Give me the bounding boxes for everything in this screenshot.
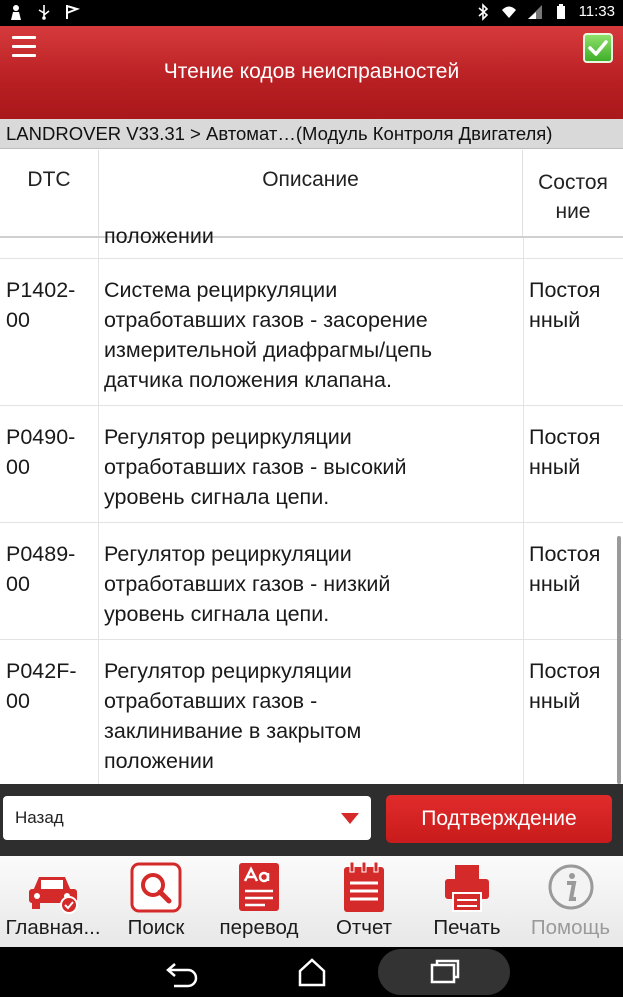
bottom-toolbar — [0, 856, 623, 947]
table-row[interactable] — [0, 259, 623, 406]
dtc-code — [6, 259, 94, 335]
description-line: отработавших газов - высокий — [104, 455, 407, 479]
flag-icon — [64, 4, 80, 20]
description-line: Регулятор рециркуляции — [104, 425, 352, 449]
description-line: уровень сигнала цепи. — [104, 602, 330, 626]
menu-icon[interactable] — [12, 36, 38, 60]
select-value: Назад — [15, 808, 64, 827]
usb-icon — [36, 4, 52, 20]
dtc-code-line2: 00 — [6, 455, 30, 479]
toolbar-label: Главная... — [5, 916, 101, 939]
checkmark-icon[interactable] — [583, 33, 613, 63]
column-header-dtc: DTC — [0, 150, 99, 236]
home-icon[interactable] — [292, 957, 332, 987]
column-header-state-line1: Состоя — [538, 171, 608, 194]
description-line: положении — [104, 749, 214, 773]
confirm-button[interactable]: Подтверждение — [386, 795, 612, 843]
dtc-code — [6, 406, 94, 482]
breadcrumb: LANDROVER V33.31 > Автомат…(Модуль Контроля Двигателя) — [0, 119, 623, 149]
toolbar-label: Отчет — [335, 916, 393, 939]
state-line2: нный — [529, 689, 581, 713]
dtc-code-line1: P042F- — [6, 659, 77, 683]
state-line1: Постоя — [529, 425, 601, 449]
toolbar-label: Помощь — [530, 916, 611, 939]
toolbar-help-button[interactable] — [518, 856, 623, 947]
toolbar-label: перевод — [219, 916, 299, 939]
battery-icon — [553, 4, 569, 20]
dtc-code — [6, 523, 94, 599]
cut-off-text: положении — [104, 224, 214, 248]
table-row[interactable] — [0, 406, 623, 523]
dtc-code-line2: 00 — [6, 572, 30, 596]
description-line: датчика положения клапана. — [104, 368, 392, 392]
column-header-state-line2: ние — [555, 200, 591, 223]
recents-icon[interactable] — [424, 957, 464, 987]
toolbar-print-button[interactable] — [416, 856, 518, 947]
dtc-code-line2: 00 — [6, 689, 30, 713]
action-bar — [0, 784, 623, 856]
table-row[interactable] — [0, 640, 623, 784]
description-line: отработавших газов - — [104, 689, 318, 713]
state-line2: нный — [529, 455, 581, 479]
status-bar — [0, 0, 623, 26]
dtc-description — [104, 523, 514, 629]
state-line2: нный — [529, 572, 581, 596]
signal-icon — [527, 4, 543, 20]
state-line1: Постоя — [529, 659, 601, 683]
state-line2: нный — [529, 308, 581, 332]
search-icon — [128, 861, 184, 915]
dtc-state — [529, 523, 621, 599]
dtc-description — [104, 259, 514, 395]
state-line1: Постоя — [529, 542, 601, 566]
translate-icon — [231, 861, 287, 915]
car-home-icon — [25, 861, 81, 915]
dtc-description — [104, 406, 514, 512]
scrollbar[interactable] — [617, 536, 621, 784]
toolbar-report-button[interactable] — [312, 856, 416, 947]
description-line: заклинивание в закрытом — [104, 719, 362, 743]
dtc-code-line1: P1402- — [6, 278, 76, 302]
app-header — [0, 26, 623, 119]
system-nav-bar — [0, 947, 623, 997]
toolbar-label: Печать — [433, 916, 501, 939]
dropdown-arrow-icon — [341, 813, 359, 824]
dtc-state — [529, 406, 621, 482]
report-icon — [336, 861, 392, 915]
description-line: отработавших газов - засорение — [104, 308, 428, 332]
help-icon — [543, 861, 599, 915]
wifi-icon — [501, 4, 517, 20]
dtc-state — [529, 259, 621, 335]
page-title: Чтение кодов неисправностей — [163, 60, 460, 83]
dtc-code-line2: 00 — [6, 308, 30, 332]
state-line1: Постоя — [529, 278, 601, 302]
printer-icon — [439, 861, 495, 915]
description-line: Система рециркуляции — [104, 278, 338, 302]
toolbar-search-button[interactable] — [106, 856, 206, 947]
table-body[interactable] — [0, 224, 623, 784]
bluetooth-icon — [475, 4, 491, 20]
dtc-state — [529, 640, 621, 716]
dtc-code-line1: P0490- — [6, 425, 76, 449]
back-icon[interactable] — [160, 957, 200, 987]
clock: 11:33 — [578, 3, 615, 20]
column-header-state — [523, 150, 623, 236]
dtc-code-line1: P0489- — [6, 542, 76, 566]
table-header — [0, 150, 623, 238]
toolbar-translate-button[interactable] — [206, 856, 312, 947]
person-icon — [8, 4, 24, 20]
description-line: отработавших газов - низкий — [104, 572, 391, 596]
table-row-partial[interactable] — [0, 224, 623, 259]
description-line: уровень сигнала цепи. — [104, 485, 330, 509]
toolbar-home-button[interactable] — [0, 856, 106, 947]
description-line: Регулятор рециркуляции — [104, 542, 352, 566]
dtc-code — [6, 640, 94, 716]
dtc-description — [104, 640, 514, 776]
back-select[interactable] — [3, 796, 371, 840]
table-row[interactable] — [0, 523, 623, 640]
description-line: измерительной диафрагмы/цепь — [104, 338, 433, 362]
description-line: Регулятор рециркуляции — [104, 659, 352, 683]
toolbar-label: Поиск — [127, 916, 185, 939]
column-header-description: Описание — [99, 150, 523, 236]
